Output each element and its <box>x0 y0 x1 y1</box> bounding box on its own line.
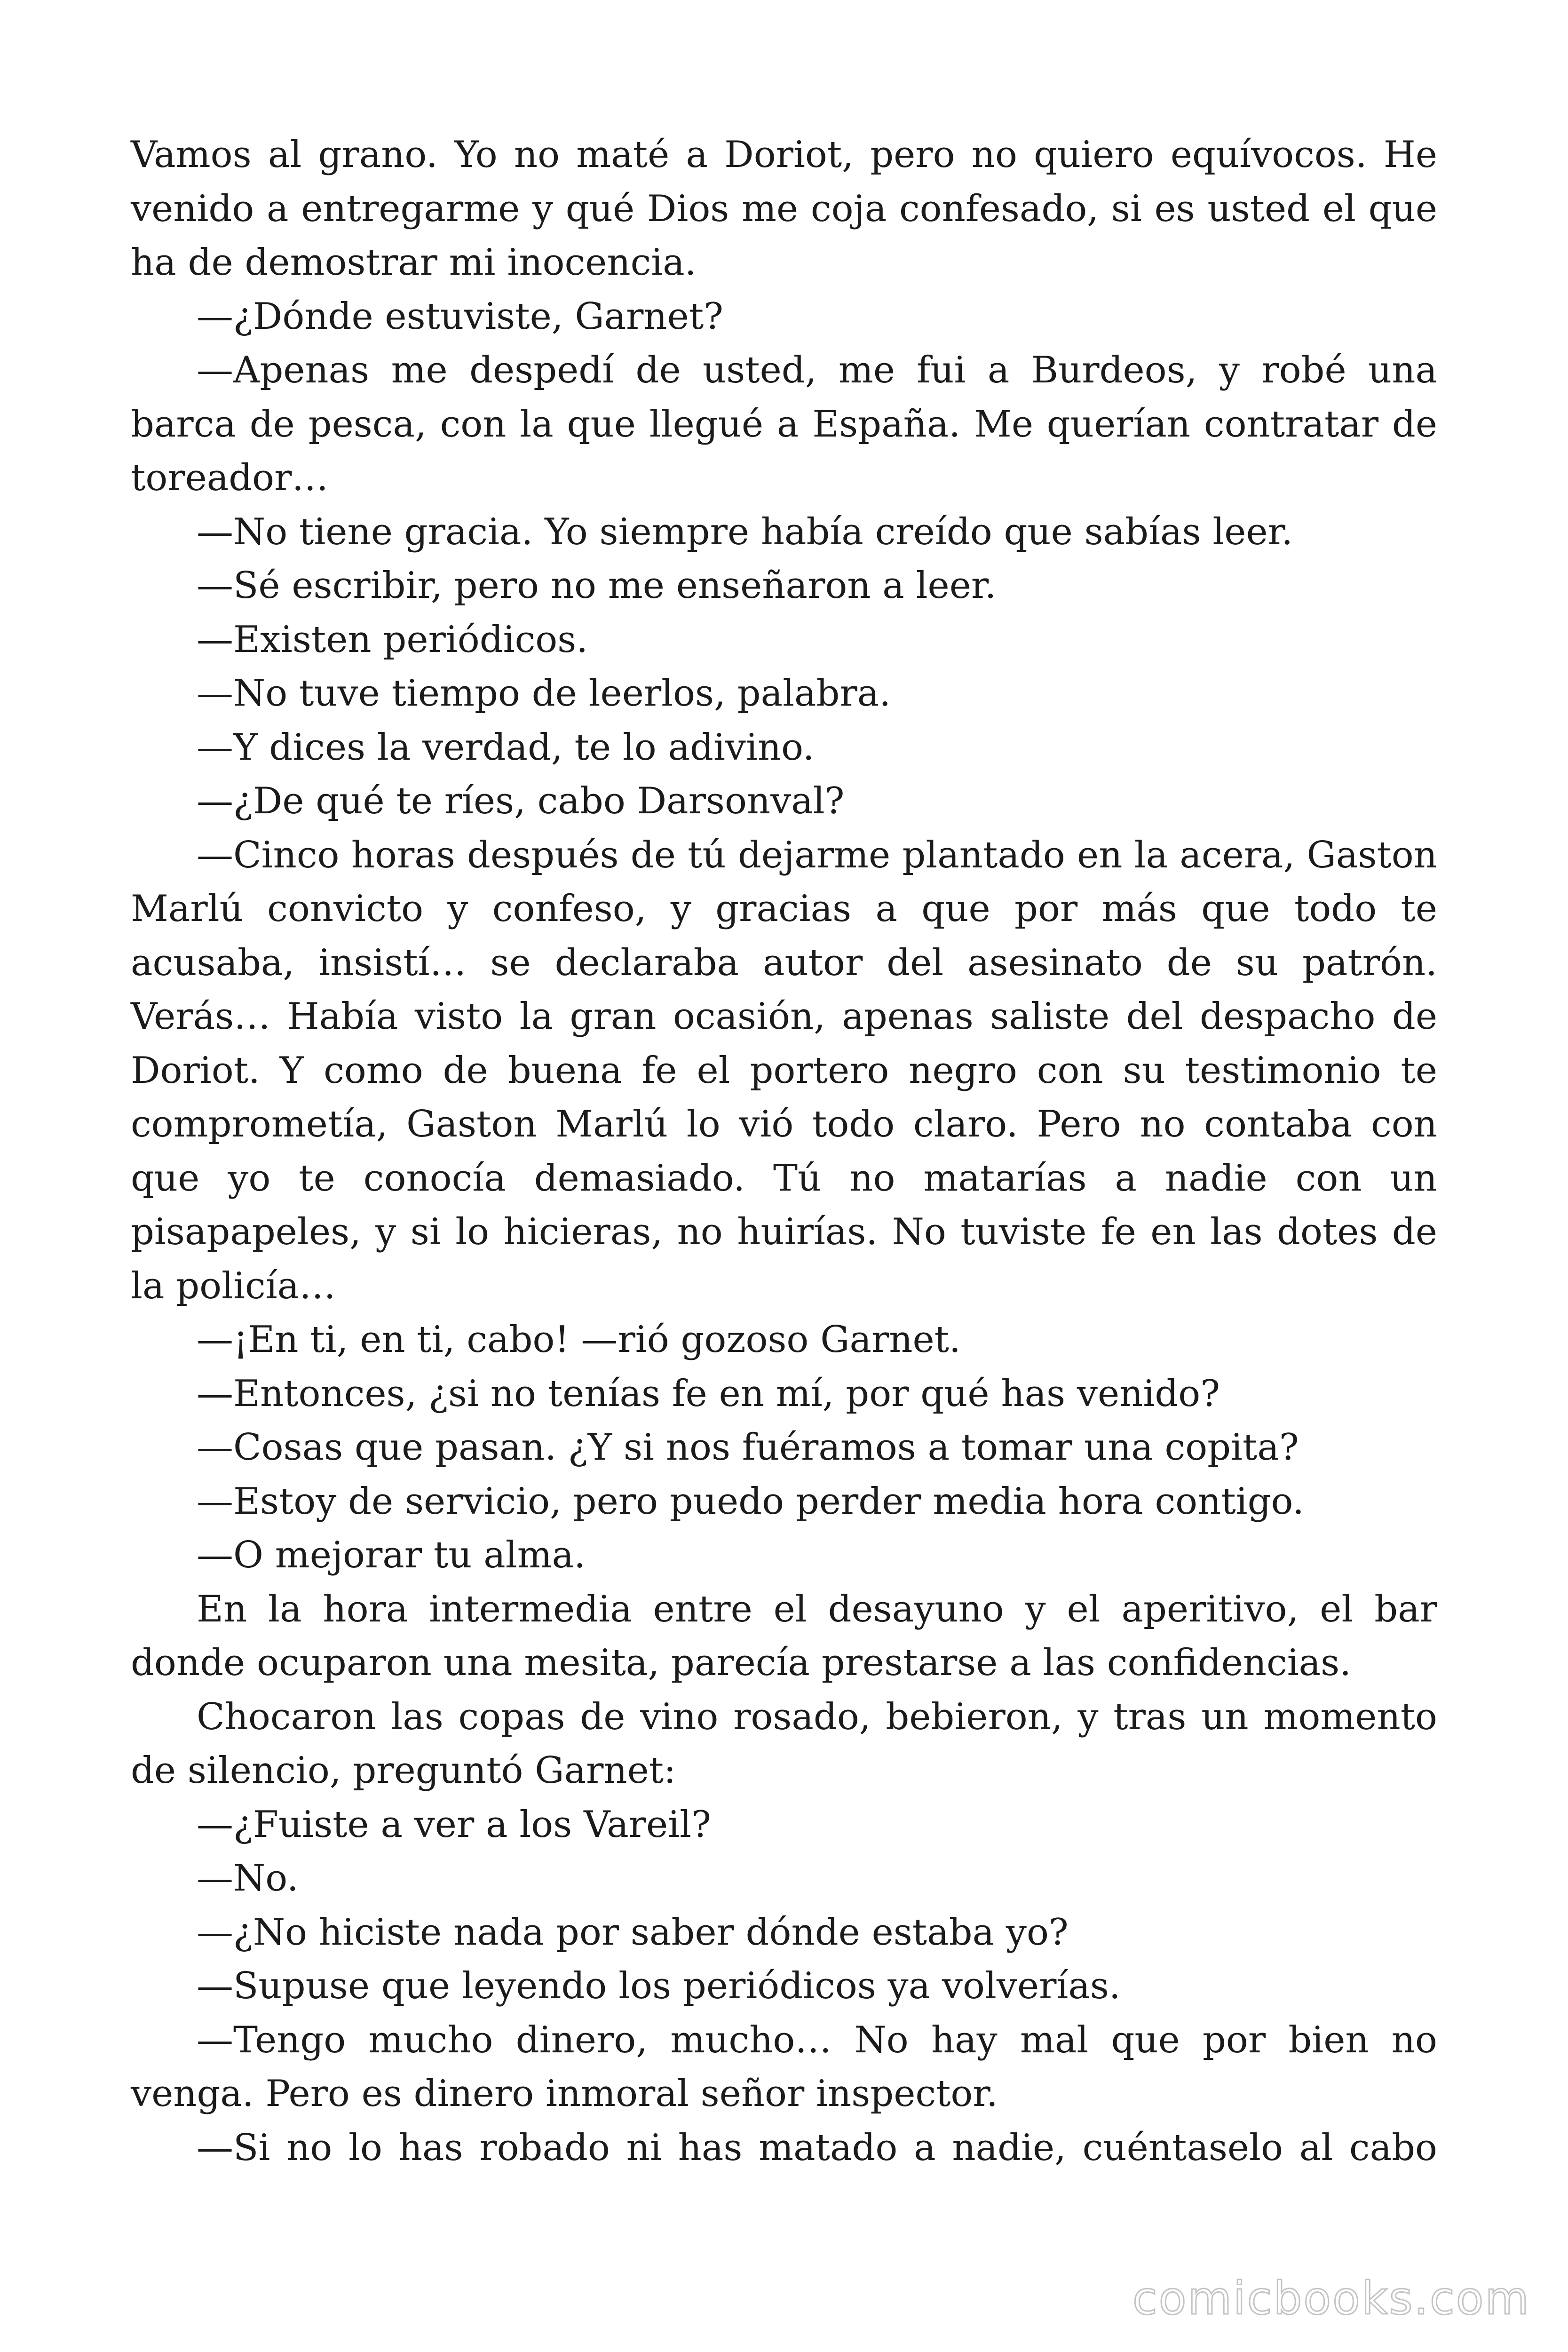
paragraph: —No tiene gracia. Yo siempre había creído que sabías leer. <box>197 510 1293 553</box>
paragraph: —Existen periódicos. <box>197 618 588 661</box>
paragraph: —O mejorar tu alma. <box>197 1534 586 1576</box>
paragraph: —¿Dónde estuviste, Garnet? <box>197 295 723 338</box>
paragraph: —Tengo mucho dinero, mucho… No hay mal que por bien no venga. Pero es dinero inmoral señor inspector. <box>131 2018 1437 2115</box>
paragraph: —¡En ti, en ti, cabo! —rió gozoso Garnet. <box>197 1319 961 1361</box>
paragraph: —Estoy de servicio, pero puedo perder media hora contigo. <box>197 1480 1304 1523</box>
paragraph: Chocaron las copas de vino rosado, bebieron, y tras un momento de silencio, preguntó Garnet: <box>131 1695 1437 1792</box>
paragraph: —Cosas que pasan. ¿Y si nos fuéramos a tomar una copita? <box>197 1426 1299 1469</box>
paragraph: —Supuse que leyendo los periódicos ya volverías. <box>197 1965 1121 2007</box>
paragraph: —Apenas me despedí de usted, me fui a Burdeos, y robé una barca de pesca, con la que llegué a España. Me querían contratar de toreador… <box>131 349 1437 499</box>
paragraph: En la hora intermedia entre el desayuno y el aperitivo, el bar donde ocuparon una mesita, parecía prestarse a las confidencias. <box>131 1588 1437 1684</box>
paragraph: —Entonces, ¿si no tenías fe en mí, por qué has venido? <box>197 1372 1220 1415</box>
book-page-text <box>131 128 1437 2175</box>
paragraph: —Y dices la verdad, te lo adivino. <box>197 726 815 769</box>
paragraph: —¿No hiciste nada por saber dónde estaba yo? <box>197 1911 1069 1954</box>
paragraph: —¿De qué te ríes, cabo Darsonval? <box>197 780 845 822</box>
paragraph: —Cinco horas después de tú dejarme plantado en la acera, Gaston Marlú convicto y confeso, y gracias a que por más que todo te acusaba, insistí… se declaraba autor del asesinato de su patrón. Verás… Había visto la gran ocasión, apenas saliste del despacho de Doriot. Y como de buena fe el portero negro con su testimonio te comprometía, Gaston Marlú lo vió todo claro. Pero no contaba con que yo te conocía demasiado. Tú no matarías a nadie con un pisapapeles, y si lo hicieras, no huirías. No tuviste fe en las dotes de la policía… <box>131 834 1437 1307</box>
paragraph: —No. <box>197 1857 299 1899</box>
paragraph: —Si no lo has robado ni has matado a nadie, cuéntaselo al cabo <box>197 2126 1437 2169</box>
paragraph: Vamos al grano. Yo no maté a Doriot, pero no quiero equívocos. He venido a entregarme y qué Dios me coja confesado, si es usted el que ha de demostrar mi inocencia. <box>131 134 1437 284</box>
paragraph: —No tuve tiempo de leerlos, palabra. <box>197 672 891 715</box>
paragraph: —Sé escribir, pero no me enseñaron a leer. <box>197 564 997 607</box>
paragraph: —¿Fuiste a ver a los Vareil? <box>197 1803 711 1846</box>
watermark: comicbooks.com <box>1132 2272 1530 2325</box>
